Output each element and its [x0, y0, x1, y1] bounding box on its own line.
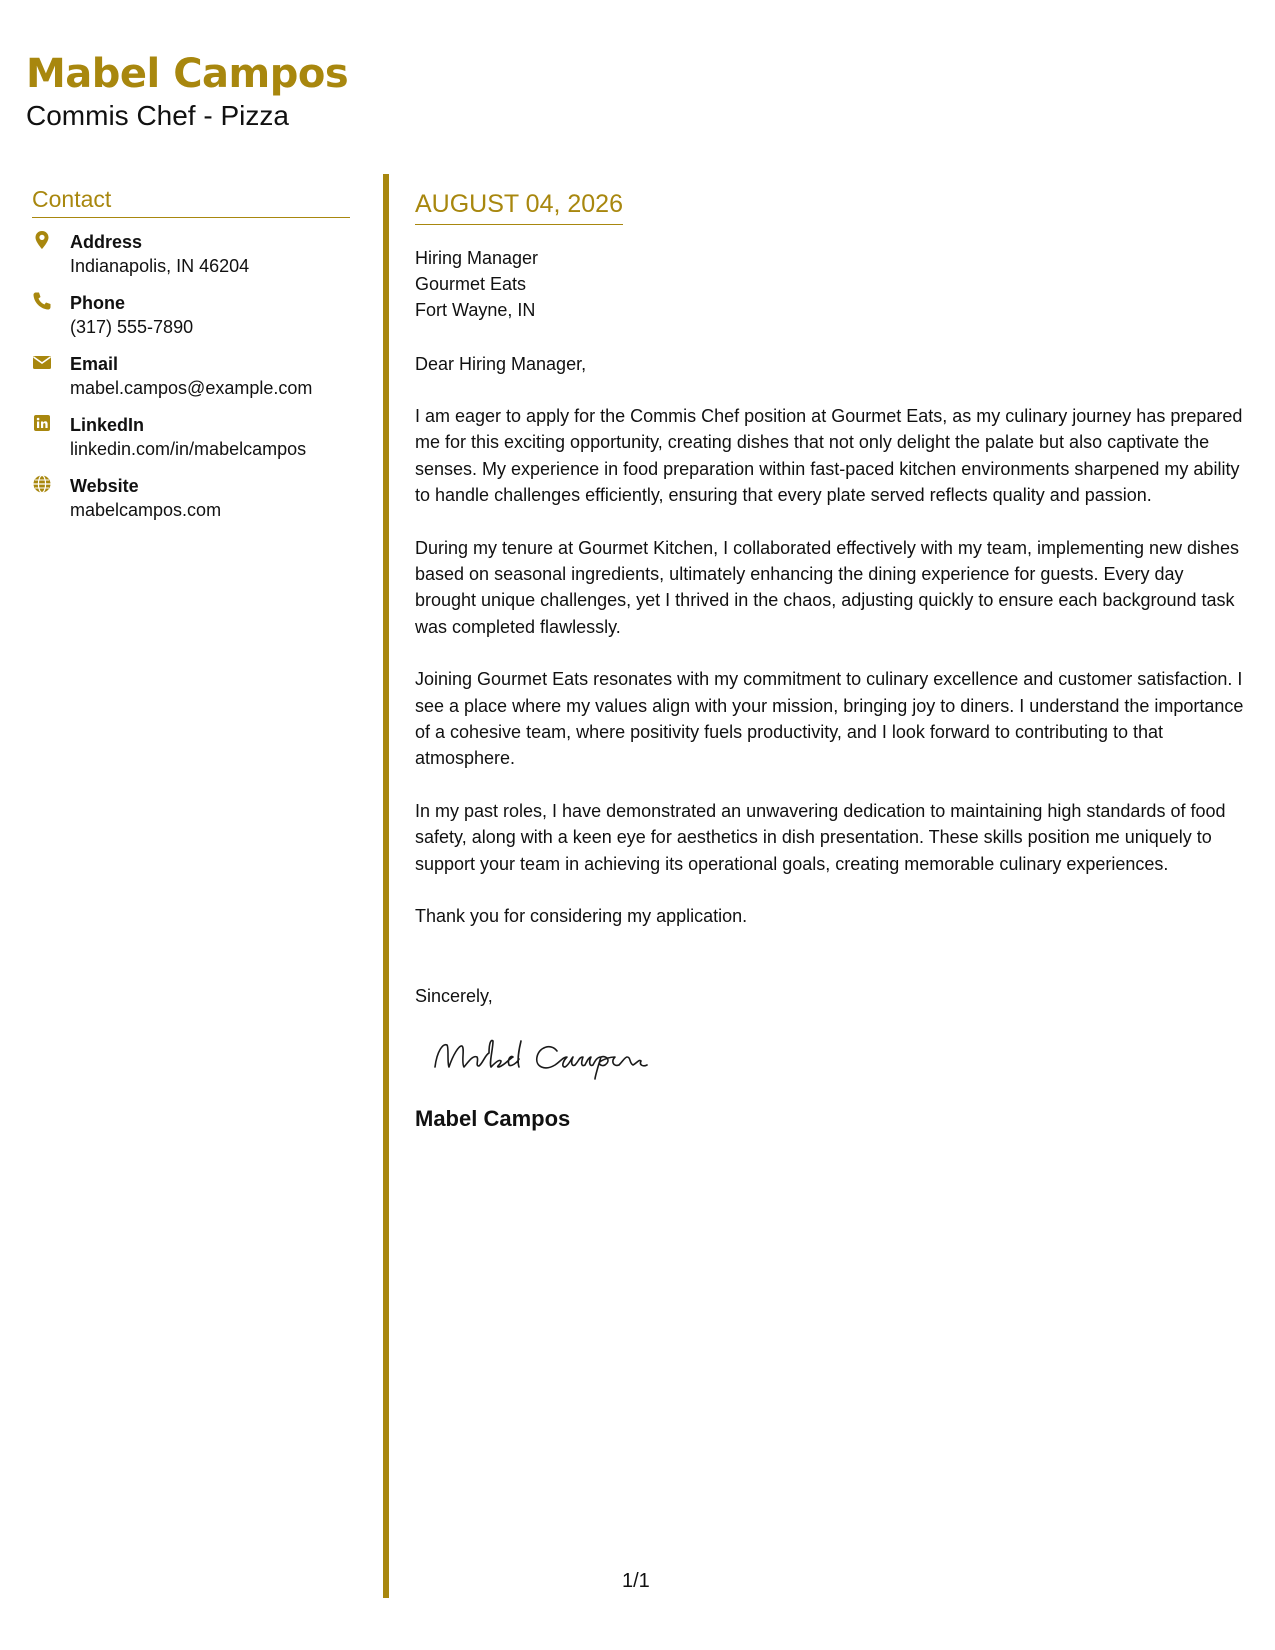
- map-pin-icon: [32, 230, 52, 250]
- signed-name: Mabel Campos: [415, 1106, 571, 1132]
- closing-line: Thank you for considering my application.: [415, 906, 748, 927]
- contact-label: Phone: [70, 293, 126, 313]
- contact-linkedin: [32, 413, 350, 461]
- sign-off: Sincerely,: [415, 986, 493, 1007]
- body-paragraph: Joining Gourmet Eats resonates with my commitment to culinary excellence and customer satisfaction. I see a place where my values align with your mission, bringing joy to diners. I understand the importance of a cohesive team, where positivity fuels productivity, and I look forward to contributing to that atmosphere.: [415, 669, 1244, 769]
- body-paragraph: I am eager to apply for the Commis Chef position at Gourmet Eats, as my culinary journey has prepared me for this exciting opportunity, creating dishes that not only delight the palate but also captivate the senses. My experience in food preparation within fast-paced kitchen environments sharpened my ability to handle challenges efficiently, ensuring that every plate served reflects quality and passion.: [415, 406, 1243, 506]
- contact-value: (317) 555-7890: [70, 317, 194, 337]
- recipient-block: [415, 245, 1245, 323]
- contact-sidebar: [32, 186, 350, 535]
- contact-value: Indianapolis, IN 46204: [70, 256, 250, 276]
- recipient-line: Fort Wayne, IN: [415, 300, 536, 320]
- contact-value: mabel.campos@example.com: [70, 378, 313, 398]
- letter-date: AUGUST 04, 2026: [415, 190, 623, 225]
- contact-value: mabelcampos.com: [70, 500, 222, 520]
- body-paragraph: In my past roles, I have demonstrated an unwavering dedication to maintaining high standards of food safety, along with a keen eye for aesthetics in dish presentation. These skills position me uniquely to support your team in achieving its operational goals, creating memorable culinary experiences.: [415, 800, 1226, 874]
- handwritten-signature: [429, 1033, 669, 1083]
- contact-label: Email: [70, 354, 119, 374]
- envelope-icon: [32, 352, 52, 372]
- greeting: Dear Hiring Manager,: [415, 354, 587, 374]
- contact-value: linkedin.com/in/mabelcampos: [70, 439, 307, 459]
- body-paragraph: During my tenure at Gourmet Kitchen, I collaborated effectively with my team, implementing new dishes based on seasonal ingredients, ultimately enhancing the dining experience for guests. Every day brought unique challenges, yet I thrived in the chaos, adjusting quickly to ensure each background task was completed flawlessly.: [415, 537, 1240, 637]
- resume-header: [26, 50, 348, 132]
- contact-label: Address: [70, 232, 143, 252]
- contact-label: LinkedIn: [70, 415, 145, 435]
- job-title: Commis Chef - Pizza: [26, 100, 289, 131]
- contact-phone: [32, 291, 350, 339]
- letter-body: [415, 190, 1245, 1133]
- contact-email: [32, 352, 350, 400]
- applicant-name: Mabel Campos: [26, 51, 349, 97]
- phone-icon: [32, 291, 52, 311]
- globe-icon: [32, 474, 52, 494]
- recipient-line: Hiring Manager: [415, 248, 539, 268]
- contact-heading: Contact: [32, 186, 350, 218]
- recipient-line: Gourmet Eats: [415, 274, 527, 294]
- contact-label: Website: [70, 476, 139, 496]
- contact-address: [32, 230, 350, 278]
- linkedin-icon: [32, 413, 52, 433]
- page-number: 1/1: [622, 1570, 650, 1592]
- contact-website: [32, 474, 350, 522]
- vertical-divider: [383, 174, 389, 1598]
